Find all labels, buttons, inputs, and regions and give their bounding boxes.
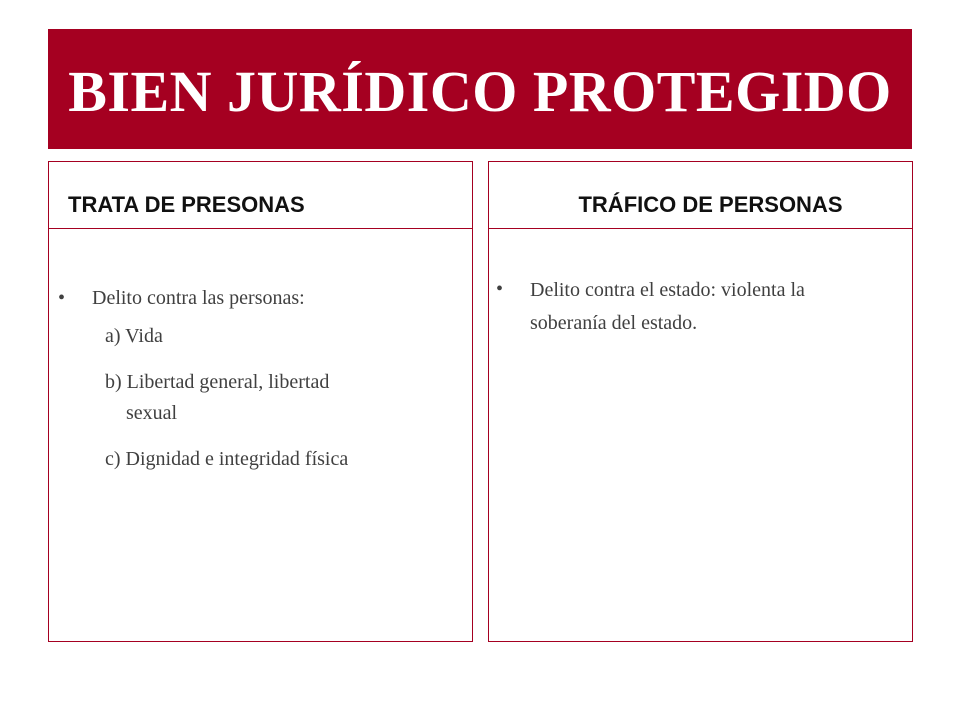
right-bullet-line1: Delito contra el estado: violenta la	[530, 279, 805, 301]
left-bullet-text: Delito contra las personas:	[92, 287, 305, 309]
right-panel-heading: TRÁFICO DE PERSONAS	[578, 192, 843, 217]
right-panel-header	[489, 162, 912, 229]
list-item-vida: a) Vida	[105, 325, 163, 347]
list-item-libertad	[105, 367, 435, 429]
list-item-libertad-line2: sexual	[126, 402, 178, 424]
bullet-icon: •	[58, 287, 66, 309]
list-item-dignidad: c) Dignidad e integridad física	[105, 448, 349, 470]
page-title: BIEN JURÍDICO PROTEGIDO	[68, 58, 892, 124]
left-panel-header	[49, 162, 472, 229]
title-banner	[48, 29, 912, 149]
left-panel-heading: TRATA DE PRESONAS	[68, 192, 305, 217]
right-bullet-text	[530, 274, 805, 340]
left-bullet-item	[58, 283, 305, 314]
right-panel	[488, 161, 913, 642]
bullet-icon: •	[496, 278, 504, 300]
right-bullet-item	[496, 274, 906, 340]
right-bullet-line2: soberanía del estado.	[530, 312, 698, 334]
list-item-libertad-line1: b) Libertad general, libertad	[105, 371, 330, 393]
